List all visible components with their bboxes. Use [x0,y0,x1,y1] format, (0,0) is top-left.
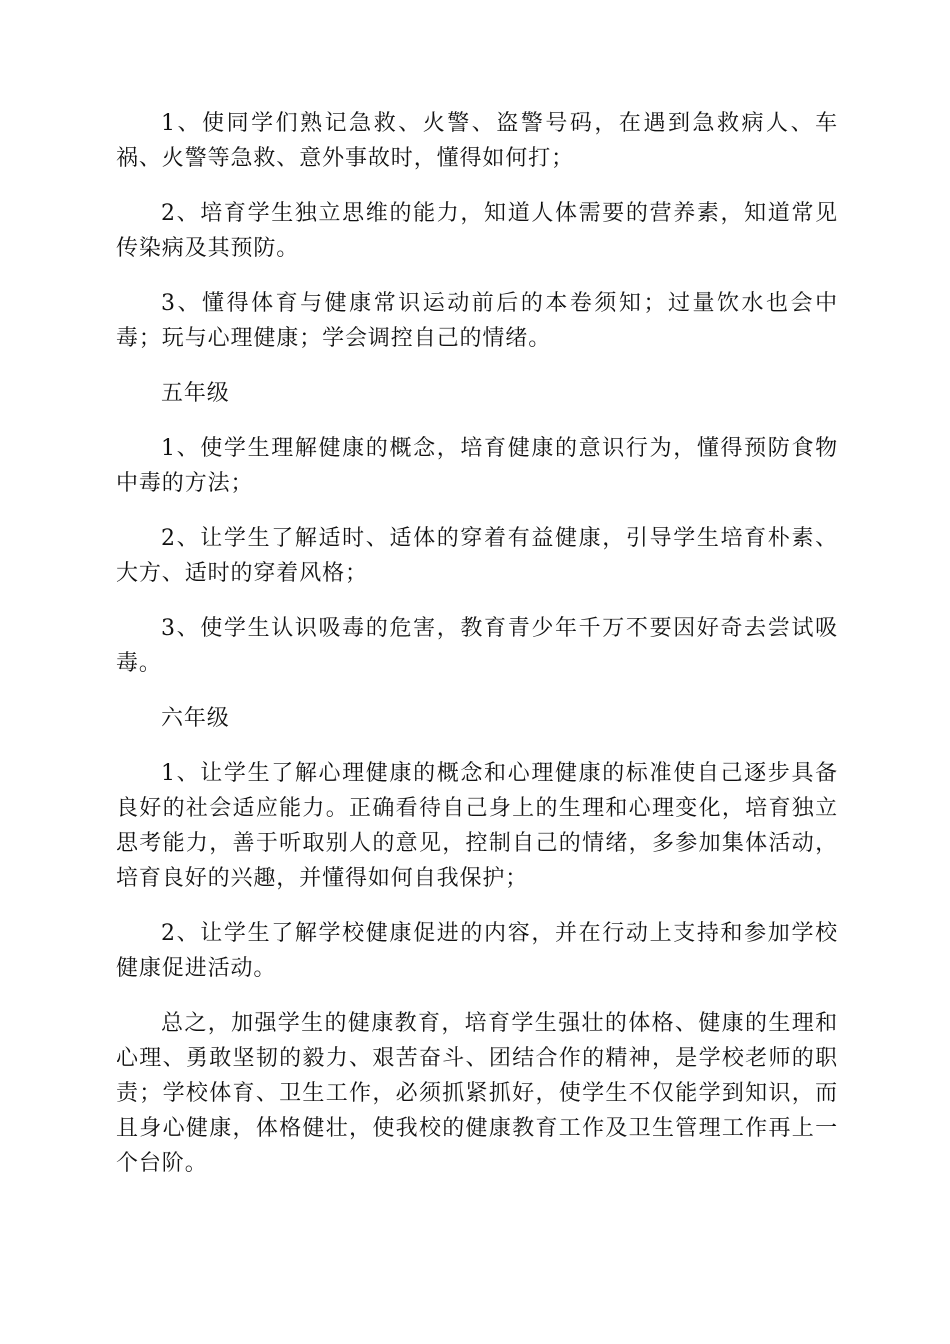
paragraph-grade5-item2: 2、让学生了解适时、适体的穿着有益健康，引导学生培育朴素、大方、适时的穿着风格； [116,526,838,586]
paragraph-grade5-item3: 3、使学生认识吸毒的危害，教育青少年千万不要因好奇去尝试吸毒。 [116,616,838,676]
paragraph-grade4-item2: 2、培育学生独立思维的能力，知道人体需要的营养素，知道常见传染病及其预防。 [116,201,838,261]
paragraph-grade4-item1: 1、使同学们熟记急救、火警、盗警号码，在遇到急救病人、车祸、火警等急救、意外事故时，懂得如何打； [116,111,838,171]
heading-grade5: 五年级 [161,381,230,406]
paragraph-conclusion: 总之，加强学生的健康教育，培育学生强壮的体格、健康的生理和心理、勇敢坚韧的毅力、艰苦奋斗、团结合作的精神，是学校老师的职责；学校体育、卫生工作，必须抓紧抓好，使学生不仅能学到知识，而且身心健康，体格健壮，使我校的健康教育工作及卫生管理工作再上一个台阶。 [116,1011,838,1176]
document-page [116,106,838,1201]
paragraph-grade6-item2: 2、让学生了解学校健康促进的内容，并在行动上支持和参加学校健康促进活动。 [116,921,838,981]
paragraph-grade4-item3: 3、懂得体育与健康常识运动前后的本卷须知；过量饮水也会中毒；玩与心理健康；学会调控自己的情绪。 [116,291,838,351]
heading-grade6: 六年级 [161,706,230,731]
paragraph-grade5-item1: 1、使学生理解健康的概念，培育健康的意识行为，懂得预防食物中毒的方法； [116,436,838,496]
paragraph-grade6-item1: 1、让学生了解心理健康的概念和心理健康的标准使自己逐步具备良好的社会适应能力。正确看待自己身上的生理和心理变化，培育独立思考能力，善于听取别人的意见，控制自己的情绪，多参加集体活动，培育良好的兴趣，并懂得如何自我保护； [116,761,838,891]
